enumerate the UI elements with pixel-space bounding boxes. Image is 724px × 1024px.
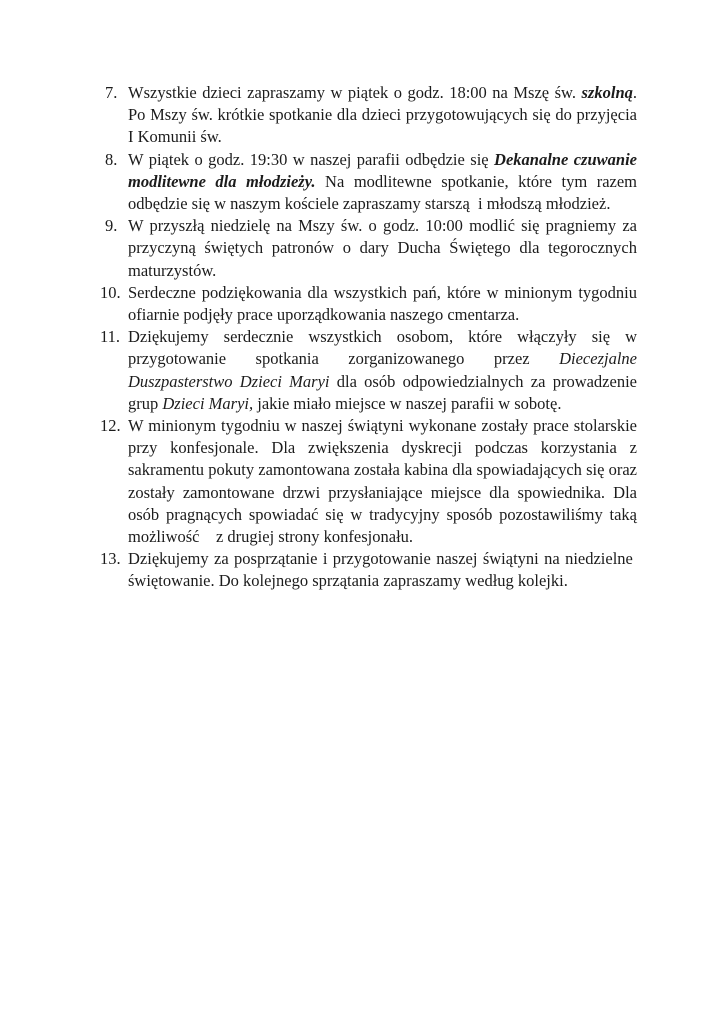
text-run: Na modlitewne spotkanie, które tym razem odbędzie się w naszym kościele zapraszamy starszą i młodszą młodzież. — [128, 171, 637, 214]
text-run: Dzieci Maryi, — [162, 393, 254, 413]
text-run: jakie miało miejsce w naszej parafii w sobotę. — [253, 393, 562, 413]
list-item — [100, 282, 637, 326]
text-run: W piątek o godz. 19:30 w naszej parafii odbędzie się — [128, 149, 495, 169]
text-run: W minionym tygodniu w naszej świątyni wykonane zostały prace stolarskie przy konfesjonale. Dla zwiększenia dyskrecji podczas korzystania z sakramentu pokuty zamontowana została kabina dla spowiadających się oraz zostały zamontowane drzwi przysłaniające miejsce dla spowiednika. Dla osób pragnących spowiadać się w tradycyjny sposób pozostawiliśmy taką możliwość z drugiej strony konfesjonału. — [128, 416, 637, 547]
list-item — [100, 326, 637, 415]
text-run: Dziękujemy za posprzątanie i przygotowanie naszej świątyni na niedzielne świętowanie. Do kolejnego sprzątania zapraszamy według kolejki. — [128, 549, 637, 591]
text-run: szkolną — [581, 83, 633, 102]
text-run: W przyszłą niedzielę na Mszy św. o godz. 10:00 modlić się pragniemy za przyczyną świętych patronów o dary Ducha Świętego dla tegorocznych maturzystów. — [128, 216, 637, 280]
text-run: Wszystkie dzieci zapraszamy w piątek o godz. 18:00 na Mszę św. — [128, 83, 582, 102]
announcement-list — [100, 82, 637, 593]
text-run: Dziękujemy serdecznie wszystkich osobom, które włączyły się w przygotowanie spotkania zorganizowanego przez — [128, 327, 637, 369]
text-run: Serdeczne podziękowania dla wszystkich pań, które w minionym tygodniu ofiarnie podjęły prace uporządkowania naszego cmentarza. — [128, 282, 637, 325]
list-item — [100, 82, 637, 149]
list-item-number: 8. — [105, 149, 118, 169]
list-item-number: 10. — [100, 282, 121, 302]
list-item-number: 12. — [100, 416, 121, 436]
list-item — [100, 548, 637, 592]
list-item-number: 13. — [100, 549, 121, 569]
list-item — [100, 149, 637, 216]
text-run: dla osób odpowiedzialnych za prowadzenie grup — [128, 371, 637, 413]
text-run: . Po Mszy św. krótkie spotkanie dla dzieci przygotowujących się do przyjęcia I Komunii św. — [128, 83, 637, 147]
text-run: Diecezjalne Duszpasterstwo Dzieci Maryi — [128, 349, 637, 391]
text-run: Dekanalne czuwanie modlitewne dla młodzieży. — [128, 149, 637, 191]
list-item-number: 11. — [100, 327, 121, 347]
list-item — [100, 415, 637, 548]
list-item-number: 7. — [105, 83, 118, 102]
list-item — [100, 215, 637, 282]
list-item-number: 9. — [105, 216, 118, 236]
